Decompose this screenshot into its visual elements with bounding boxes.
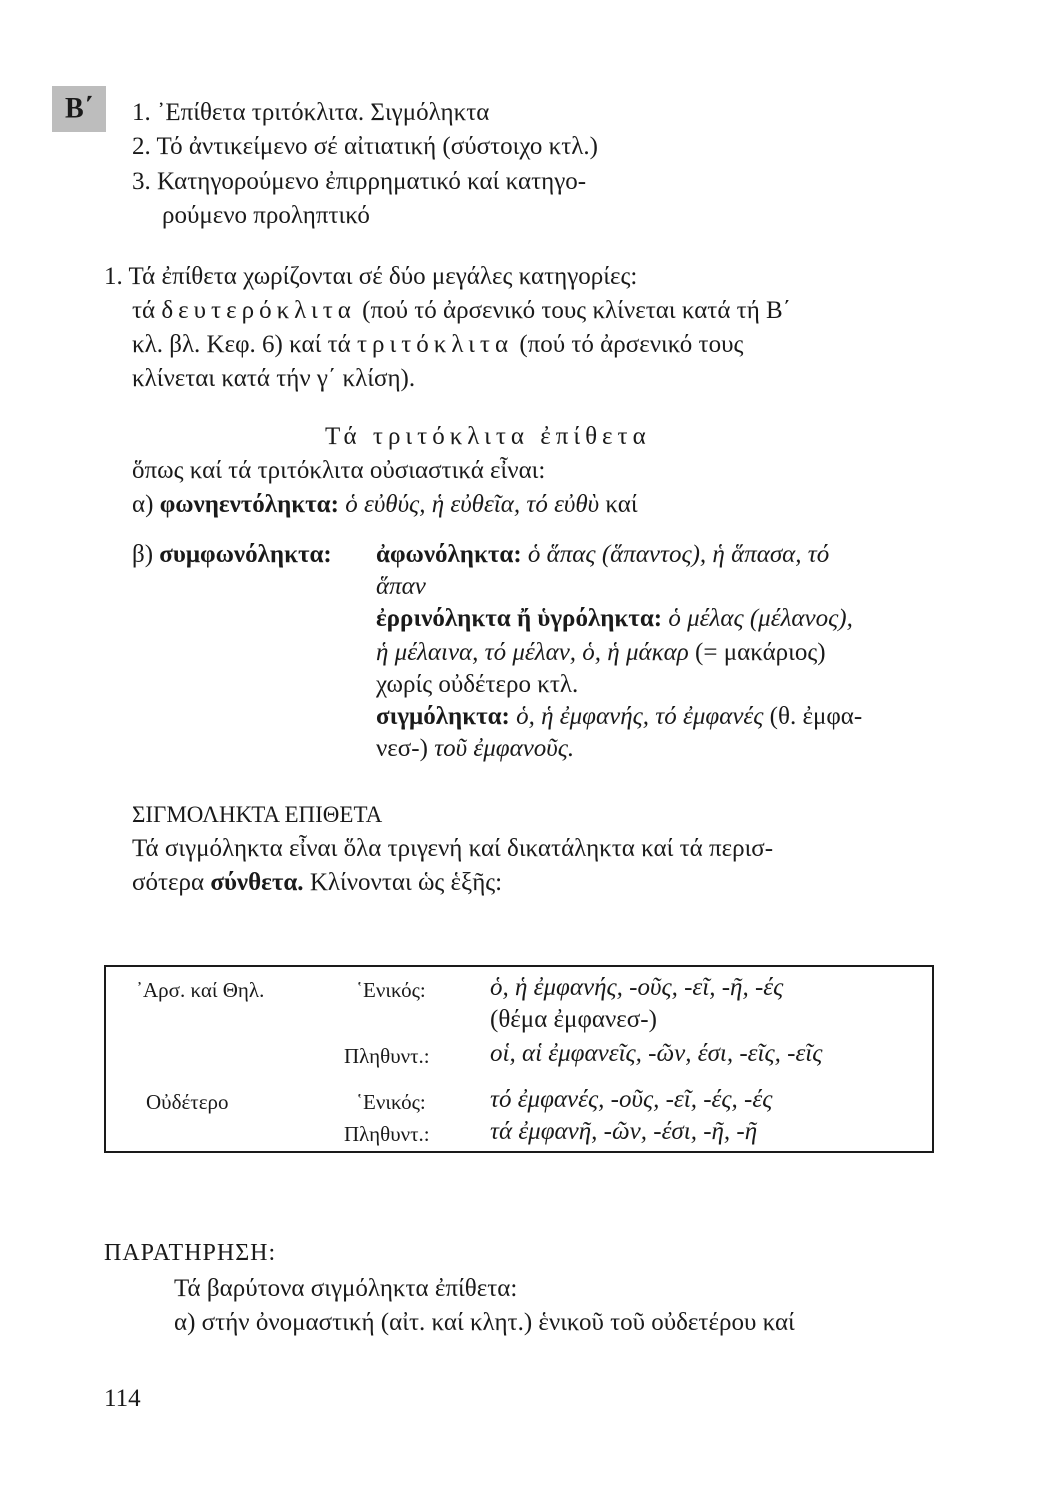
- intro-line-2: [132, 294, 791, 328]
- intro-line-2-a: τά: [132, 297, 162, 324]
- alpha-term: φωνηεντόληκτα:: [159, 491, 339, 518]
- beta-sub1-term: ἀφωνόληκτα:: [376, 541, 522, 568]
- beta-term: συμφωνόληκτα:: [159, 541, 332, 568]
- beta-sub2-examples: ὁ μέλας (μέλανος),: [662, 605, 853, 632]
- note-line-1: Τά βαρύτονα σιγμόληκτα ἐπίθετα:: [174, 1275, 518, 1302]
- intro-line-3-a: κλ. βλ. Κεφ. 6) καί τά: [132, 331, 357, 358]
- table-number-plur-2: Πληθυντ.:: [344, 1122, 430, 1146]
- table-forms-2: οἱ, αἱ ἐμφανεῖς, -ῶν, έσι, -εῖς, -εῖς: [490, 1040, 823, 1067]
- sigma-text-line-2-a: σότερα: [132, 869, 211, 896]
- beta-sub1: [376, 538, 829, 572]
- intro-line-3: [132, 328, 743, 362]
- table-number-sing-1: ῾Ενικός:: [356, 978, 426, 1002]
- table-forms-1: ὁ, ἡ ἐμφανής, -οῦς, -εῖ, -ῆ, -ές: [490, 974, 784, 1001]
- beta-sub2-examples-2: ἡ μέλαινα, τό μέλαν, ὁ, ἡ μάκαρ: [376, 639, 689, 666]
- table-forms-3: τό ἐμφανές, -οῦς, -εῖ, -ές, -ές: [490, 1086, 773, 1113]
- beta-sub2-line3: χωρίς οὐδέτερο κτλ.: [376, 671, 579, 698]
- beta-sub1-examples: ὁ ἅπας (ἅπαντος), ἡ ἅπασα, τό: [521, 541, 830, 568]
- sigma-heading: ΣΙΓΜΟΛΗΚΤΑ ΕΠΙΘΕΤΑ: [132, 802, 383, 827]
- beta-prefix: β): [132, 541, 160, 568]
- beta-sub2: [376, 602, 853, 636]
- toc-item-3: 3. Κατηγορούμενο ἐπιρρηματικό καί κατηγο-: [132, 168, 587, 195]
- table-forms-4: τά ἐμφανῆ, -ῶν, -έσι, -ῆ, -ῆ: [490, 1118, 758, 1145]
- intro-line-1: 1. Τά ἐπίθετα χωρίζονται σέ δύο μεγάλες κατηγορίες:: [104, 263, 638, 290]
- section-heading: Τά τριτόκλιτα ἐπίθετα: [325, 423, 651, 450]
- note-line-2: α) στήν ὀνομαστική (αἰτ. καί κλητ.) ἑνικοῦ τοῦ οὐδετέρου καί: [174, 1309, 795, 1336]
- chapter-marker: Β΄: [52, 86, 106, 132]
- beta-sub3-examples-2a: νεσ-): [376, 735, 435, 762]
- table-number-plur-1: Πληθυντ.:: [344, 1044, 430, 1068]
- page-number: 114: [104, 1385, 141, 1412]
- beta-sub3-examples-2b: τοῦ ἐμφανοῦς.: [434, 735, 575, 762]
- table-number-sing-2: ῾Ενικός:: [356, 1090, 426, 1114]
- term-deuteroklita: δευτερόκλιτα: [161, 297, 356, 324]
- intro-line-2-b: (πού τό ἀρσενικό τους κλίνεται κατά τή Β΄: [355, 297, 792, 324]
- alpha-examples: ὁ εὐθύς, ἡ εὐθεῖα, τό εὐθὺ: [338, 491, 600, 518]
- sigma-text-line-2-b: Κλίνονται ὡς ἑξῆς:: [303, 869, 503, 896]
- intro-line-4: κλίνεται κατά τήν γ΄ κλίση).: [132, 365, 416, 392]
- note-heading: ΠΑΡΑΤΗΡΗΣΗ:: [104, 1240, 277, 1266]
- section-intro: ὅπως καί τά τριτόκλιτα οὐσιαστικά εἶναι:: [132, 457, 546, 484]
- beta-sub2-term: ἐρρινόληκτα ἤ ὑγρόληκτα:: [376, 605, 663, 632]
- beta-sub3-examples-tail: (θ. ἐμφα-: [763, 703, 863, 730]
- beta-sub2-examples-2-tail: (= μακάριος): [688, 639, 826, 666]
- beta-sub3-line2: [376, 732, 574, 766]
- sigma-text-bold: σύνθετα.: [210, 869, 304, 896]
- sigma-text-line-1: Τά σιγμόληκτα εἶναι ὅλα τριγενή καί δικατάληκτα καί τά περισ-: [132, 835, 774, 862]
- toc-item-3-cont: ρούμενο προληπτικό: [162, 202, 370, 229]
- toc-item-2: 2. Τό ἀντικείμενο σέ αἰτιατική (σύστοιχο κτλ.): [132, 133, 598, 160]
- term-tritoklita: τριτόκλιτα: [356, 331, 514, 358]
- beta-sub2-line2: [376, 636, 826, 670]
- table-gender-neuter: Οὐδέτερο: [146, 1090, 229, 1114]
- table-forms-stem: (θέμα ἐμφανεσ-): [490, 1006, 657, 1033]
- beta-sub3-examples: ὁ, ἡ ἐμφανής, τό ἐμφανές: [509, 703, 764, 730]
- beta-sub3: [376, 700, 862, 734]
- declension-table: [104, 965, 934, 1153]
- beta-line: [132, 538, 332, 572]
- table-gender-masc-fem: ᾿Αρσ. καί Θηλ.: [136, 978, 265, 1002]
- beta-sub3-term: σιγμόληκτα:: [376, 703, 510, 730]
- intro-line-3-b: (πού τό ἀρσενικό τους: [513, 331, 744, 358]
- alpha-line: [132, 488, 638, 522]
- beta-sub1-examples-cont: ἅπαν: [376, 573, 426, 600]
- sigma-text-line-2: [132, 866, 502, 900]
- toc-item-1: 1. ᾿Επίθετα τριτόκλιτα. Σιγμόληκτα: [132, 99, 490, 126]
- alpha-tail: καί: [599, 491, 638, 518]
- alpha-prefix: α): [132, 491, 160, 518]
